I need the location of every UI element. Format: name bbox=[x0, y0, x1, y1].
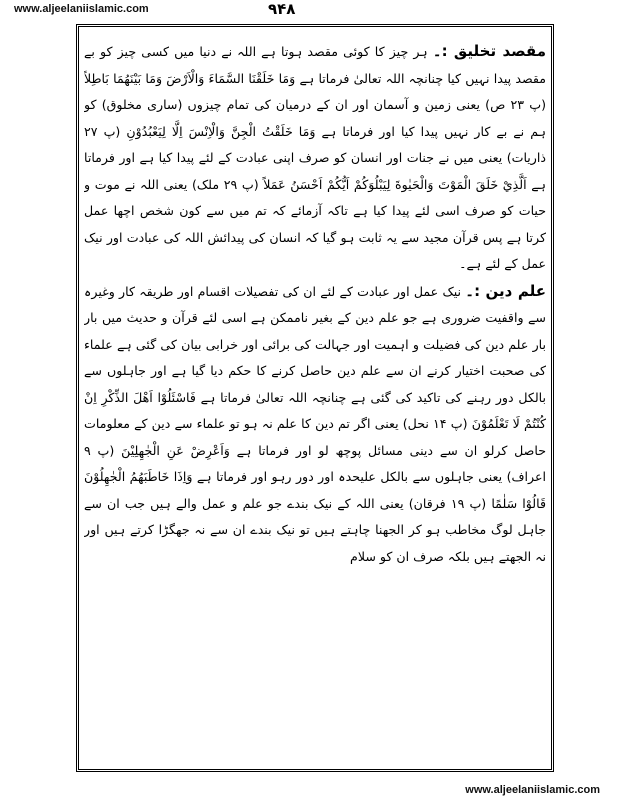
heading-religious-knowledge: علم دین :۔ bbox=[465, 281, 546, 300]
paragraph-body: ہر چیز کا کوئی مقصد ہوتا ہے اللہ نے دنیا میں کسی چیز کو بے مقصد پیدا نہیں کیا چنانچہ اللہ تعالیٰ فرماتا ہے وَمَا خَلَقْنَا السَّمَاءَ وَالْاَرْضَ وَمَا بَيْنَهُمَا بَاطِلاً (پ ۲۳ ص) یعنی زمین و آسمان اور ان کے درمیان کی تمام چیزوں (ساری مخلوق) کو ہم نے بے کار نہیں پیدا کیا اور فرماتا ہے وَمَا خَلَقْتُ الْجِنَّ وَالْاِنْسَ اِلَّا لِيَعْبُدُوْنِ (پ ۲۷ ذاریات) یعنی میں نے جنات اور انسان کو صرف اپنی عبادت کے لئے پیدا کیا ہے اور فرماتا ہے اَلَّذِيْ خَلَقَ الْمَوْتَ وَالْحَيٰوةَ لِيَبْلُوَكُمْ اَيُّكُمْ اَحْسَنُ عَمَلاً (پ ۲۹ ملک) یعنی اللہ نے موت و حیات کو صرف اسی لئے پیدا کیا ہے تاکہ آزمائے کہ تم میں سے کون شخص اچھا عمل کرتا ہے پس قرآن مجید سے یہ ثابت ہو گیا کہ انسان کی پیدائش اللہ کی عبادت اور نیک عمل کے لئے ہے۔ bbox=[84, 44, 546, 271]
site-url-header: www.aljeelaniislamic.com bbox=[14, 3, 149, 15]
site-url-footer: www.aljeelaniislamic.com bbox=[465, 784, 600, 796]
page-number: ۹۴۸ bbox=[268, 0, 296, 18]
paragraph-purpose-of-creation bbox=[84, 38, 546, 278]
paragraph-religious-knowledge bbox=[84, 278, 546, 571]
paragraph-body: نیک عمل اور عبادت کے لئے ان کی تفصیلات اقسام اور طریقہ کار وغیرہ سے واقفیت ضروری ہے جو علم دین کے بغیر ناممکن ہے اسی لئے قرآن و حدیث میں بار بار علم دین کی فضیلت و اہمیت اور جہالت کی برائی اور خرابی بیان کی گئی ہے علماء کی صحبت اختیار کرنے ان سے علم دین حاصل کرنے کا حکم دیا گیا ہے اور جاہلوں سے بالکل دور رہنے کی تاکید کی گئی ہے چنانچہ اللہ تعالیٰ فرماتا ہے فَاسْئَلُوْا اَهْلَ الذِّكْرِ اِنْ كُنْتُمْ لَا تَعْلَمُوْنَ (پ ۱۴ نحل) یعنی اگر تم دین کا علم نہ ہو تو علماء سے دین کے معلومات حاصل کرلو ان سے دینی مسائل پوچھ لو اور فرماتا ہے وَاَعْرِضْ عَنِ الْجٰهِلِيْنَ (پ ۹ اعراف) یعنی جاہلوں سے بالکل علیحدہ اور دور رہو اور فرماتا ہے وَاِذَا خَاطَبَهُمُ الْجٰهِلُوْنَ قَالُوْا سَلٰمًا (پ ۱۹ فرقان) یعنی اللہ کے نیک بندے جو علم و عمل والے ہیں جب ان سے جاہل لوگ مخاطب ہو کر الجھنا چاہتے ہیں تو نیک بندے ان سے نہ جھگڑا کرتے ہیں اور نہ الجھتے ہیں بلکہ صرف ان کو سلام bbox=[84, 283, 546, 564]
heading-purpose-of-creation: مقصد تخلیق :۔ bbox=[432, 42, 546, 60]
page-text bbox=[84, 38, 546, 764]
